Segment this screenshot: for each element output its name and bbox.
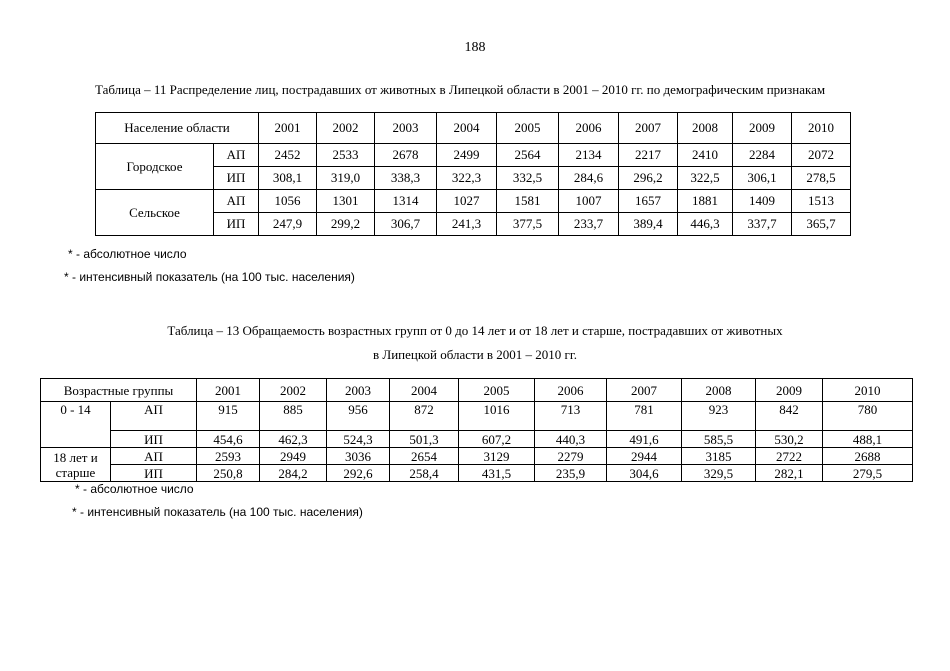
table-cell: 284,6 [559,167,619,190]
table-cell: 389,4 [619,213,678,236]
table-cell: 1314 [375,190,437,213]
table1-year: 2001 [259,113,317,144]
table-cell: 304,6 [607,465,682,482]
table-cell: 2593 [197,448,260,465]
table1-year: 2007 [619,113,678,144]
table-cell: 258,4 [390,465,459,482]
table-cell: 2654 [390,448,459,465]
table1-year: 2009 [733,113,792,144]
table-cell: 337,7 [733,213,792,236]
table2-year: 2003 [327,379,390,402]
table-cell: 279,5 [823,465,913,482]
table-cell: 2678 [375,144,437,167]
table1-group-urban: Городское [96,144,214,190]
table2-note-intensive: * - интенсивный показатель (на 100 тыс. населения) [72,505,363,519]
table-cell: 319,0 [317,167,375,190]
table-cell: 781 [607,402,682,431]
table-cell: 713 [535,402,607,431]
table-cell: 365,7 [792,213,851,236]
table2-year: 2002 [260,379,327,402]
table1-group-rural: Сельское [96,190,214,236]
table-cell: 524,3 [327,431,390,448]
row-label: ИП [111,465,197,482]
table1-note-absolute: * - абсолютное число [68,247,187,261]
table-cell: 332,5 [497,167,559,190]
table2-caption-line2: в Липецкой области в 2001 – 2010 гг. [372,347,577,362]
table1-year: 2008 [678,113,733,144]
table-cell: 462,3 [260,431,327,448]
table-row [41,465,913,482]
table-cell: 250,8 [197,465,260,482]
row-label: АП [214,190,259,213]
table1-year: 2002 [317,113,375,144]
table2-year: 2009 [756,379,823,402]
table-cell: 2279 [535,448,607,465]
table2-group-18-plus [41,448,111,482]
table1-caption: Таблица – 11 Распределение лиц, пострадавших от животных в Липецкой области в 2001 – 2010 гг. по демографическим признакам [95,82,826,97]
table-cell: 885 [260,402,327,431]
table-row [96,144,851,167]
table-cell: 1016 [459,402,535,431]
table-cell: 377,5 [497,213,559,236]
table-cell: 1513 [792,190,851,213]
table2-year: 2001 [197,379,260,402]
page-number: 188 [464,40,486,55]
table2-caption-line1: Таблица – 13 Обращаемость возрастных групп от 0 до 14 лет и от 18 лет и старше, пострадавших от животных [167,323,783,338]
table-cell: 2533 [317,144,375,167]
table1-year: 2010 [792,113,851,144]
row-label: ИП [214,213,259,236]
table-cell: 872 [390,402,459,431]
table1-note-intensive: * - интенсивный показатель (на 100 тыс. населения) [64,270,355,284]
table2-year: 2007 [607,379,682,402]
table-cell: 440,3 [535,431,607,448]
row-label: ИП [214,167,259,190]
table-cell: 607,2 [459,431,535,448]
row-label: АП [111,448,197,465]
table-cell: 2688 [823,448,913,465]
table-cell: 1007 [559,190,619,213]
table-cell: 2134 [559,144,619,167]
table-cell: 2217 [619,144,678,167]
table-cell: 842 [756,402,823,431]
table-cell: 284,2 [260,465,327,482]
table-cell: 3129 [459,448,535,465]
table-cell: 501,3 [390,431,459,448]
table-cell: 2452 [259,144,317,167]
table2-group-label-line1: 18 лет и [53,449,98,465]
table-cell: 233,7 [559,213,619,236]
table-cell: 299,2 [317,213,375,236]
table-row [41,431,913,448]
table-cell: 780 [823,402,913,431]
table-cell: 1409 [733,190,792,213]
table1-year: 2006 [559,113,619,144]
table-cell: 247,9 [259,213,317,236]
table-cell: 1027 [437,190,497,213]
table-cell: 1301 [317,190,375,213]
table2-group-0-14: 0 - 14 [41,402,111,448]
table-cell: 306,7 [375,213,437,236]
table2-header-row [41,379,913,402]
table-cell: 2410 [678,144,733,167]
table2-year: 2006 [535,379,607,402]
table1-year: 2004 [437,113,497,144]
table1-year: 2005 [497,113,559,144]
table-cell: 915 [197,402,260,431]
table-cell: 530,2 [756,431,823,448]
table-cell: 488,1 [823,431,913,448]
table-cell: 923 [682,402,756,431]
table-cell: 2564 [497,144,559,167]
table-cell: 306,1 [733,167,792,190]
row-label: АП [111,402,197,431]
table2-year: 2010 [823,379,913,402]
table-cell: 2722 [756,448,823,465]
row-label: ИП [111,431,197,448]
table-cell: 2284 [733,144,792,167]
table-cell: 329,5 [682,465,756,482]
table2-group-label-line2: старше [55,464,96,480]
table-cell: 2072 [792,144,851,167]
table-cell: 322,3 [437,167,497,190]
table-cell: 278,5 [792,167,851,190]
table-cell: 338,3 [375,167,437,190]
row-label: АП [214,144,259,167]
table-cell: 308,1 [259,167,317,190]
table-cell: 491,6 [607,431,682,448]
table2-year: 2005 [459,379,535,402]
table-cell: 446,3 [678,213,733,236]
table-cell: 1881 [678,190,733,213]
table-cell: 2944 [607,448,682,465]
table1-header-label: Население области [96,113,259,144]
table-cell: 585,5 [682,431,756,448]
table1 [95,112,851,236]
table-cell: 431,5 [459,465,535,482]
table-cell: 296,2 [619,167,678,190]
table-cell: 1581 [497,190,559,213]
table-row [41,448,913,465]
table-row [41,402,913,431]
table-cell: 241,3 [437,213,497,236]
table-cell: 1056 [259,190,317,213]
table-cell: 292,6 [327,465,390,482]
table-cell: 3036 [327,448,390,465]
table2-year: 2004 [390,379,459,402]
table-row [96,190,851,213]
table-cell: 2949 [260,448,327,465]
table1-header-row [96,113,851,144]
table2-year: 2008 [682,379,756,402]
table-cell: 322,5 [678,167,733,190]
table-cell: 282,1 [756,465,823,482]
table-cell: 956 [327,402,390,431]
table-cell: 1657 [619,190,678,213]
table2-note-absolute: * - абсолютное число [75,482,194,496]
table-cell: 3185 [682,448,756,465]
table-cell: 235,9 [535,465,607,482]
table-cell: 2499 [437,144,497,167]
table2-header-label: Возрастные группы [41,379,197,402]
table2 [40,378,913,482]
table-cell: 454,6 [197,431,260,448]
table1-year: 2003 [375,113,437,144]
